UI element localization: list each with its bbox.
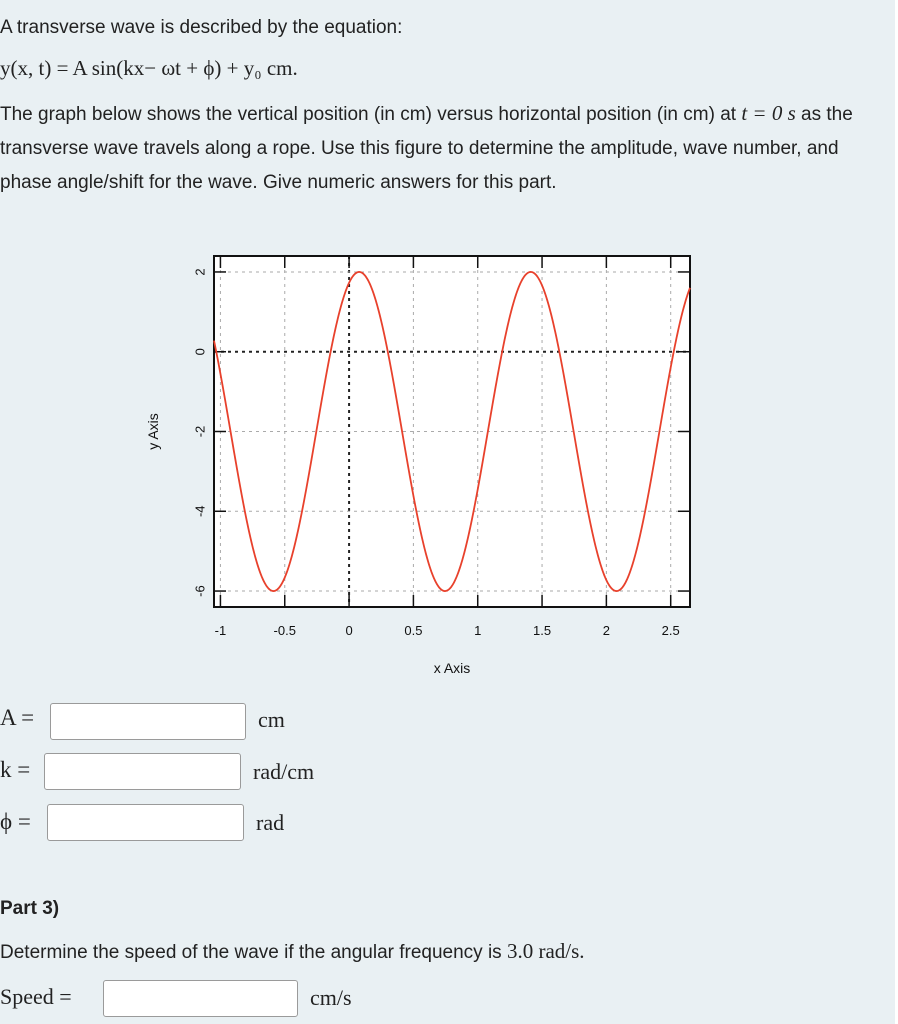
amplitude-input[interactable] <box>50 703 246 740</box>
part3-heading: Part 3) <box>0 898 60 919</box>
part3-question <box>0 936 585 968</box>
x-tick-label: 1.5 <box>533 623 552 638</box>
speed-unit: cm/s <box>310 985 352 1010</box>
y-tick-label: -6 <box>192 585 208 597</box>
wave-number-input[interactable] <box>44 753 241 790</box>
y-tick-label: 0 <box>192 348 208 356</box>
y-tick-label: 2 <box>192 268 208 276</box>
phase-label: ϕ = <box>0 809 31 834</box>
speed-label: Speed = <box>0 984 72 1009</box>
x-tick-label: 2.5 <box>661 623 680 638</box>
phase-unit: rad <box>256 810 285 835</box>
speed-input[interactable] <box>103 980 298 1017</box>
intro-time: t = 0 s <box>741 101 796 125</box>
y-axis-title: y Axis <box>145 413 161 450</box>
question-intro <box>0 96 880 200</box>
amplitude-unit: cm <box>258 707 285 732</box>
wave-plot <box>130 240 710 690</box>
part3-text: Determine the speed of the wave if the angular frequency is <box>0 942 507 963</box>
x-tick-label: -1 <box>214 623 227 638</box>
x-tick-label: 0.5 <box>404 623 423 638</box>
x-tick-label: 0 <box>345 623 353 638</box>
intro-part-1: The graph below shows the vertical position (in cm) versus horizontal position (in cm) at <box>0 104 742 125</box>
y-tick-label: -4 <box>192 505 208 518</box>
wave-number-unit: rad/cm <box>253 759 315 784</box>
x-tick-label: 1 <box>474 623 482 638</box>
x-tick-label: 2 <box>602 623 610 638</box>
x-tick-label: -0.5 <box>273 623 296 638</box>
y-tick-label: -2 <box>192 425 208 438</box>
wave-equation: y(x, t) = A sin(kx− ωt + ϕ) + y₀ cm. <box>0 56 298 80</box>
phase-input[interactable] <box>47 804 244 841</box>
x-axis-title: x Axis <box>433 660 471 676</box>
intro-part-2: as the transverse wave travels along a rope. Use this figure to determine the amplitude, wave number, and phase angle/shift for the wave. Give numeric answers for this part. <box>0 104 853 193</box>
wave-number-label: k = <box>0 757 31 782</box>
amplitude-label: A = <box>0 705 35 730</box>
part3-omega: 3.0 rad/s. <box>506 939 585 963</box>
question-line-1: A transverse wave is described by the equation: <box>0 17 403 38</box>
